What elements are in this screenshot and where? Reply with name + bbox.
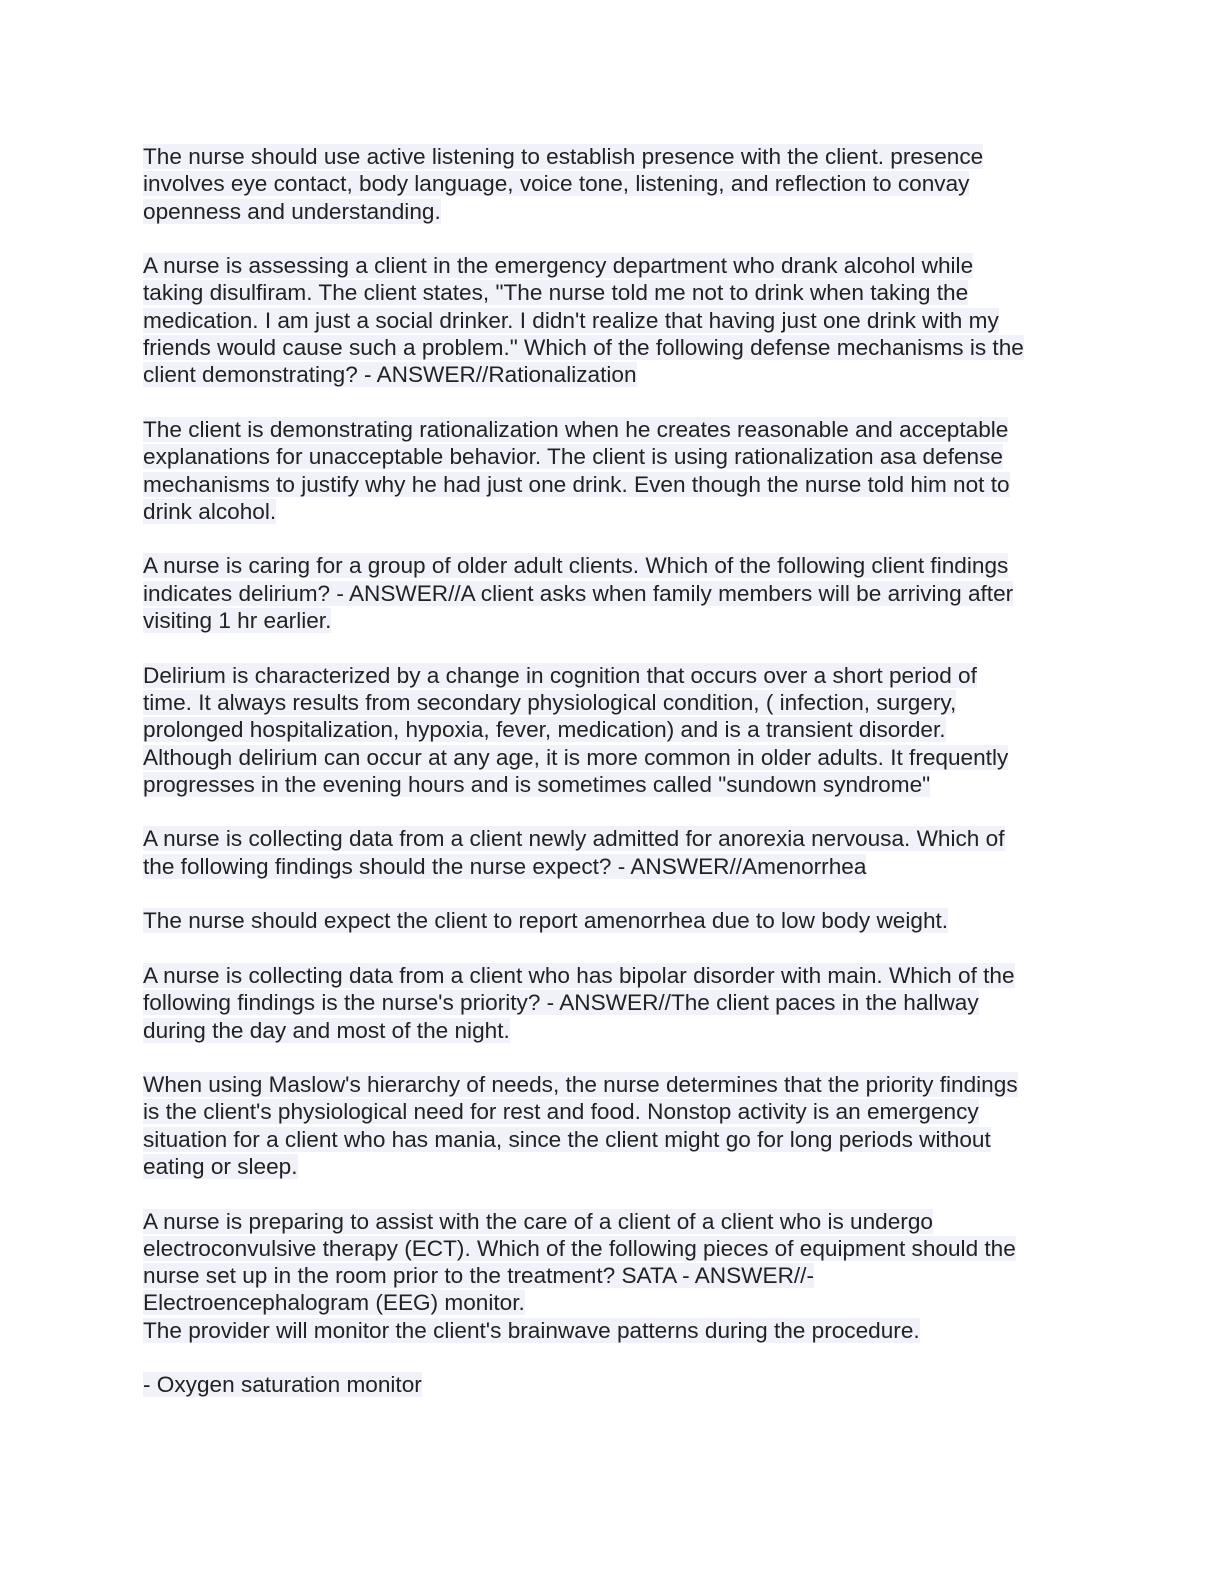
text-line: A nurse is assessing a client in the emergency department who drank alcohol while [143, 253, 974, 279]
text-line: progresses in the evening hours and is sometimes called "sundown syndrome" [143, 771, 931, 797]
paragraph-delirium-rationale [143, 662, 1083, 798]
document-body [143, 143, 1083, 1426]
text-line: The provider will monitor the client's brainwave patterns during the procedure. [143, 1317, 920, 1343]
text-line: indicates delirium? - ANSWER//A client asks when family members will be arriving after [143, 580, 1014, 606]
paragraph-maslow-rationale [143, 1071, 1083, 1180]
paragraph-question-ect [143, 1208, 1083, 1344]
paragraph-question-bipolar [143, 962, 1083, 1044]
text-line: Delirium is characterized by a change in cognition that occurs over a short period of [143, 662, 977, 688]
text-line: - Oxygen saturation monitor [143, 1372, 422, 1398]
text-line: the following findings should the nurse expect? - ANSWER//Amenorrhea [143, 853, 867, 879]
text-line: nurse set up in the room prior to the treatment? SATA - ANSWER//- [143, 1263, 814, 1289]
text-line: eating or sleep. [143, 1153, 298, 1179]
text-line: The nurse should use active listening to establish presence with the client. presence [143, 144, 984, 169]
text-line: medication. I am just a social drinker. I didn't realize that having just one drink with my [143, 307, 999, 333]
paragraph-question-disulfiram [143, 252, 1083, 388]
paragraph-rationalization-rationale [143, 416, 1083, 525]
text-line: involves eye contact, body language, voice tone, listening, and reflection to convay [143, 171, 970, 197]
text-line: visiting 1 hr earlier. [143, 608, 332, 634]
text-line: mechanisms to justify why he had just one drink. Even though the nurse told him not to [143, 471, 1010, 497]
text-line: When using Maslow's hierarchy of needs, the nurse determines that the priority findings [143, 1072, 1018, 1098]
text-line: Although delirium can occur at any age, it is more common in older adults. It frequently [143, 744, 1009, 770]
text-line: friends would cause such a problem." Which of the following defense mechanisms is the [143, 335, 1024, 361]
text-line: prolonged hospitalization, hypoxia, fever, medication) and is a transient disorder. [143, 717, 946, 743]
text-line: client demonstrating? - ANSWER//Rationalization [143, 362, 637, 388]
paragraph-question-anorexia [143, 825, 1083, 880]
paragraph-presence-rationale [143, 143, 1083, 225]
text-line: electroconvulsive therapy (ECT). Which of the following pieces of equipment should the [143, 1235, 1016, 1261]
text-line: A nurse is collecting data from a client newly admitted for anorexia nervousa. Which of [143, 826, 1005, 852]
text-line: openness and understanding. [143, 198, 441, 224]
text-line: A nurse is caring for a group of older adult clients. Which of the following client findings [143, 553, 1009, 579]
text-line: Electroencephalogram (EEG) monitor. [143, 1290, 525, 1316]
text-line: explanations for unacceptable behavior. The client is using rationalization asa defense [143, 444, 1003, 470]
paragraph-question-delirium [143, 552, 1083, 634]
text-line: The nurse should expect the client to report amenorrhea due to low body weight. [143, 908, 949, 934]
text-line: drink alcohol. [143, 498, 277, 524]
text-line: situation for a client who has mania, since the client might go for long periods without [143, 1126, 991, 1152]
text-line: A nurse is collecting data from a client who has bipolar disorder with main. Which of the [143, 962, 1015, 988]
text-line: is the client's physiological need for rest and food. Nonstop activity is an emergency [143, 1099, 979, 1125]
text-line: time. It always results from secondary physiological condition, ( infection, surgery, [143, 689, 957, 715]
text-line: during the day and most of the night. [143, 1017, 510, 1043]
text-line: following findings is the nurse's priority? - ANSWER//The client paces in the hallway [143, 990, 979, 1016]
text-line: The client is demonstrating rationalization when he creates reasonable and acceptable [143, 416, 1009, 442]
paragraph-anorexia-rationale [143, 907, 1083, 934]
text-line: taking disulfiram. The client states, "The nurse told me not to drink when taking the [143, 280, 969, 306]
paragraph-oxygen-monitor [143, 1371, 1083, 1398]
text-line: A nurse is preparing to assist with the care of a client of a client who is undergo [143, 1208, 933, 1234]
